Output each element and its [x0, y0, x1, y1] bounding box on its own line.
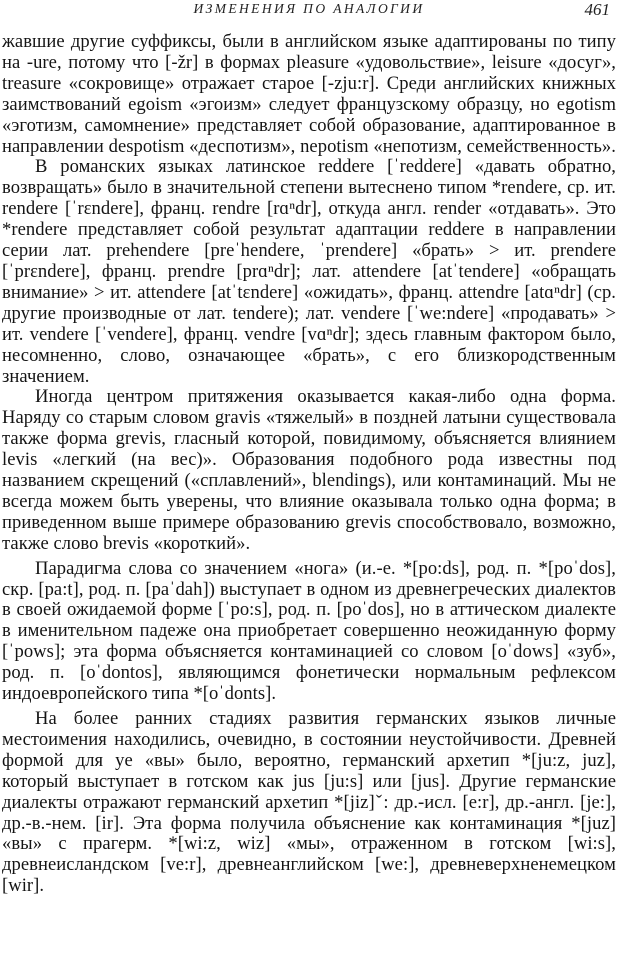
running-title: ИЗМЕНЕНИЯ ПО АНАЛОГИИ: [193, 1, 425, 16]
body-text: [2, 32, 616, 897]
paragraph-contamination: Иногда центром притяжения оказывается какая-либо одна форма. Наряду со старым словом gravis «тяжелый» в поздней латыни существовала также форма grevis, гласный которой, повидимому, объясняется влиянием levis «легкий (на вес)». Образования подобного рода известны под названием скрещений («сплавлений», blendings), или контаминаций. Мы не всегда можем быть уверены, что влияние оказывала только одна форма; в приведенном выше примере образованию grevis способствовало, возможно, также слово brevis «короткий».: [2, 386, 616, 554]
page-number: 461: [584, 0, 610, 19]
paragraph-germanic-pronouns: На более ранних стадиях развития германских языков личные местоимения находились, очевидно, в состоянии неустойчивости. Древней формой для ye «вы» было, вероятно, германский архетип *[ju:z, juz], который выступает в готском как jus [ju:s] или [jus]. Другие германские диалекты отражают германский архетип *[jiz]ˇ: др.-исл. [e:r], др.-англ. [je:], др.-в.-нем. [ir]. Эта форма получила объяснение как контаминация *[juz] «вы» с прагерм. *[wi:z, wiz] «мы», отраженном в готском [wi:s], древнеисландском [ve:r], древнеанглийском [we:], древневерхненемецком [wir].: [2, 708, 616, 897]
paragraph-continuation: жавшие другие суффиксы, были в английском языке адаптированы по типу на -ure, потому что [-žr] в формах pleasure «удовольствие», leisure «досуг», treasure «сокровище» отражает старое [-zju:r]. Среди английских книжных заимствований egoism «эгоизм» следует французскому образцу, но egotism «эготизм, самомнение» представляет собой образование, адаптированное в направлении despotism «деспотизм», nepotism «непотизм, семейственность».: [2, 31, 616, 157]
page-header: [2, 0, 616, 26]
paragraph-foot-paradigm: Парадигма слова со значением «нога» (и.-е. *[po:ds], род. п. *[poˈdos], скр. [pa:t], род. п. [paˈdah]) выступает в одном из древнегреческих диалектов в своей ожидаемой форме [ˈpo:s], род. п. [poˈdos], но в аттическом диалекте в именительном падеже она приобретает совершенно неожиданную форму [ˈpows]; эта форма объясняется контаминацией со словом [oˈdows] «зуб», род. п. [oˈdontos], являющимся фонетически нормальным рефлексом индоевропейского типа *[oˈdonts].: [2, 557, 616, 705]
paragraph-romance-languages: В романских языках латинское reddere [ˈreddere] «давать обратно, возвращать» было в значительной степени вытеснено типом *rendere, ср. ит. rendere [ˈrɛndere], франц. rendre [rɑⁿdr], откуда англ. render «отдавать». Это *rendere представляет собой результат адаптации reddere в направлении серии лат. prehendere [preˈhendere, ˈprendere] «брать» > ит. prendere [ˈprɛndere], франц. prendre [prɑⁿdr]; лат. attendere [atˈtendere] «обращать внимание» > ит. attendere [atˈtɛndere] «ожидать», франц. attendre [atɑⁿdr] (ср. другие производные от лат. tendere); лат. vendere [ˈwe:ndere] «продавать» > ит. vendere [ˈvendere], франц. vendre [vɑⁿdr]; здесь главным фактором было, несомненно, слово, означающее «брать», с его близкородственным значением.: [2, 156, 616, 387]
